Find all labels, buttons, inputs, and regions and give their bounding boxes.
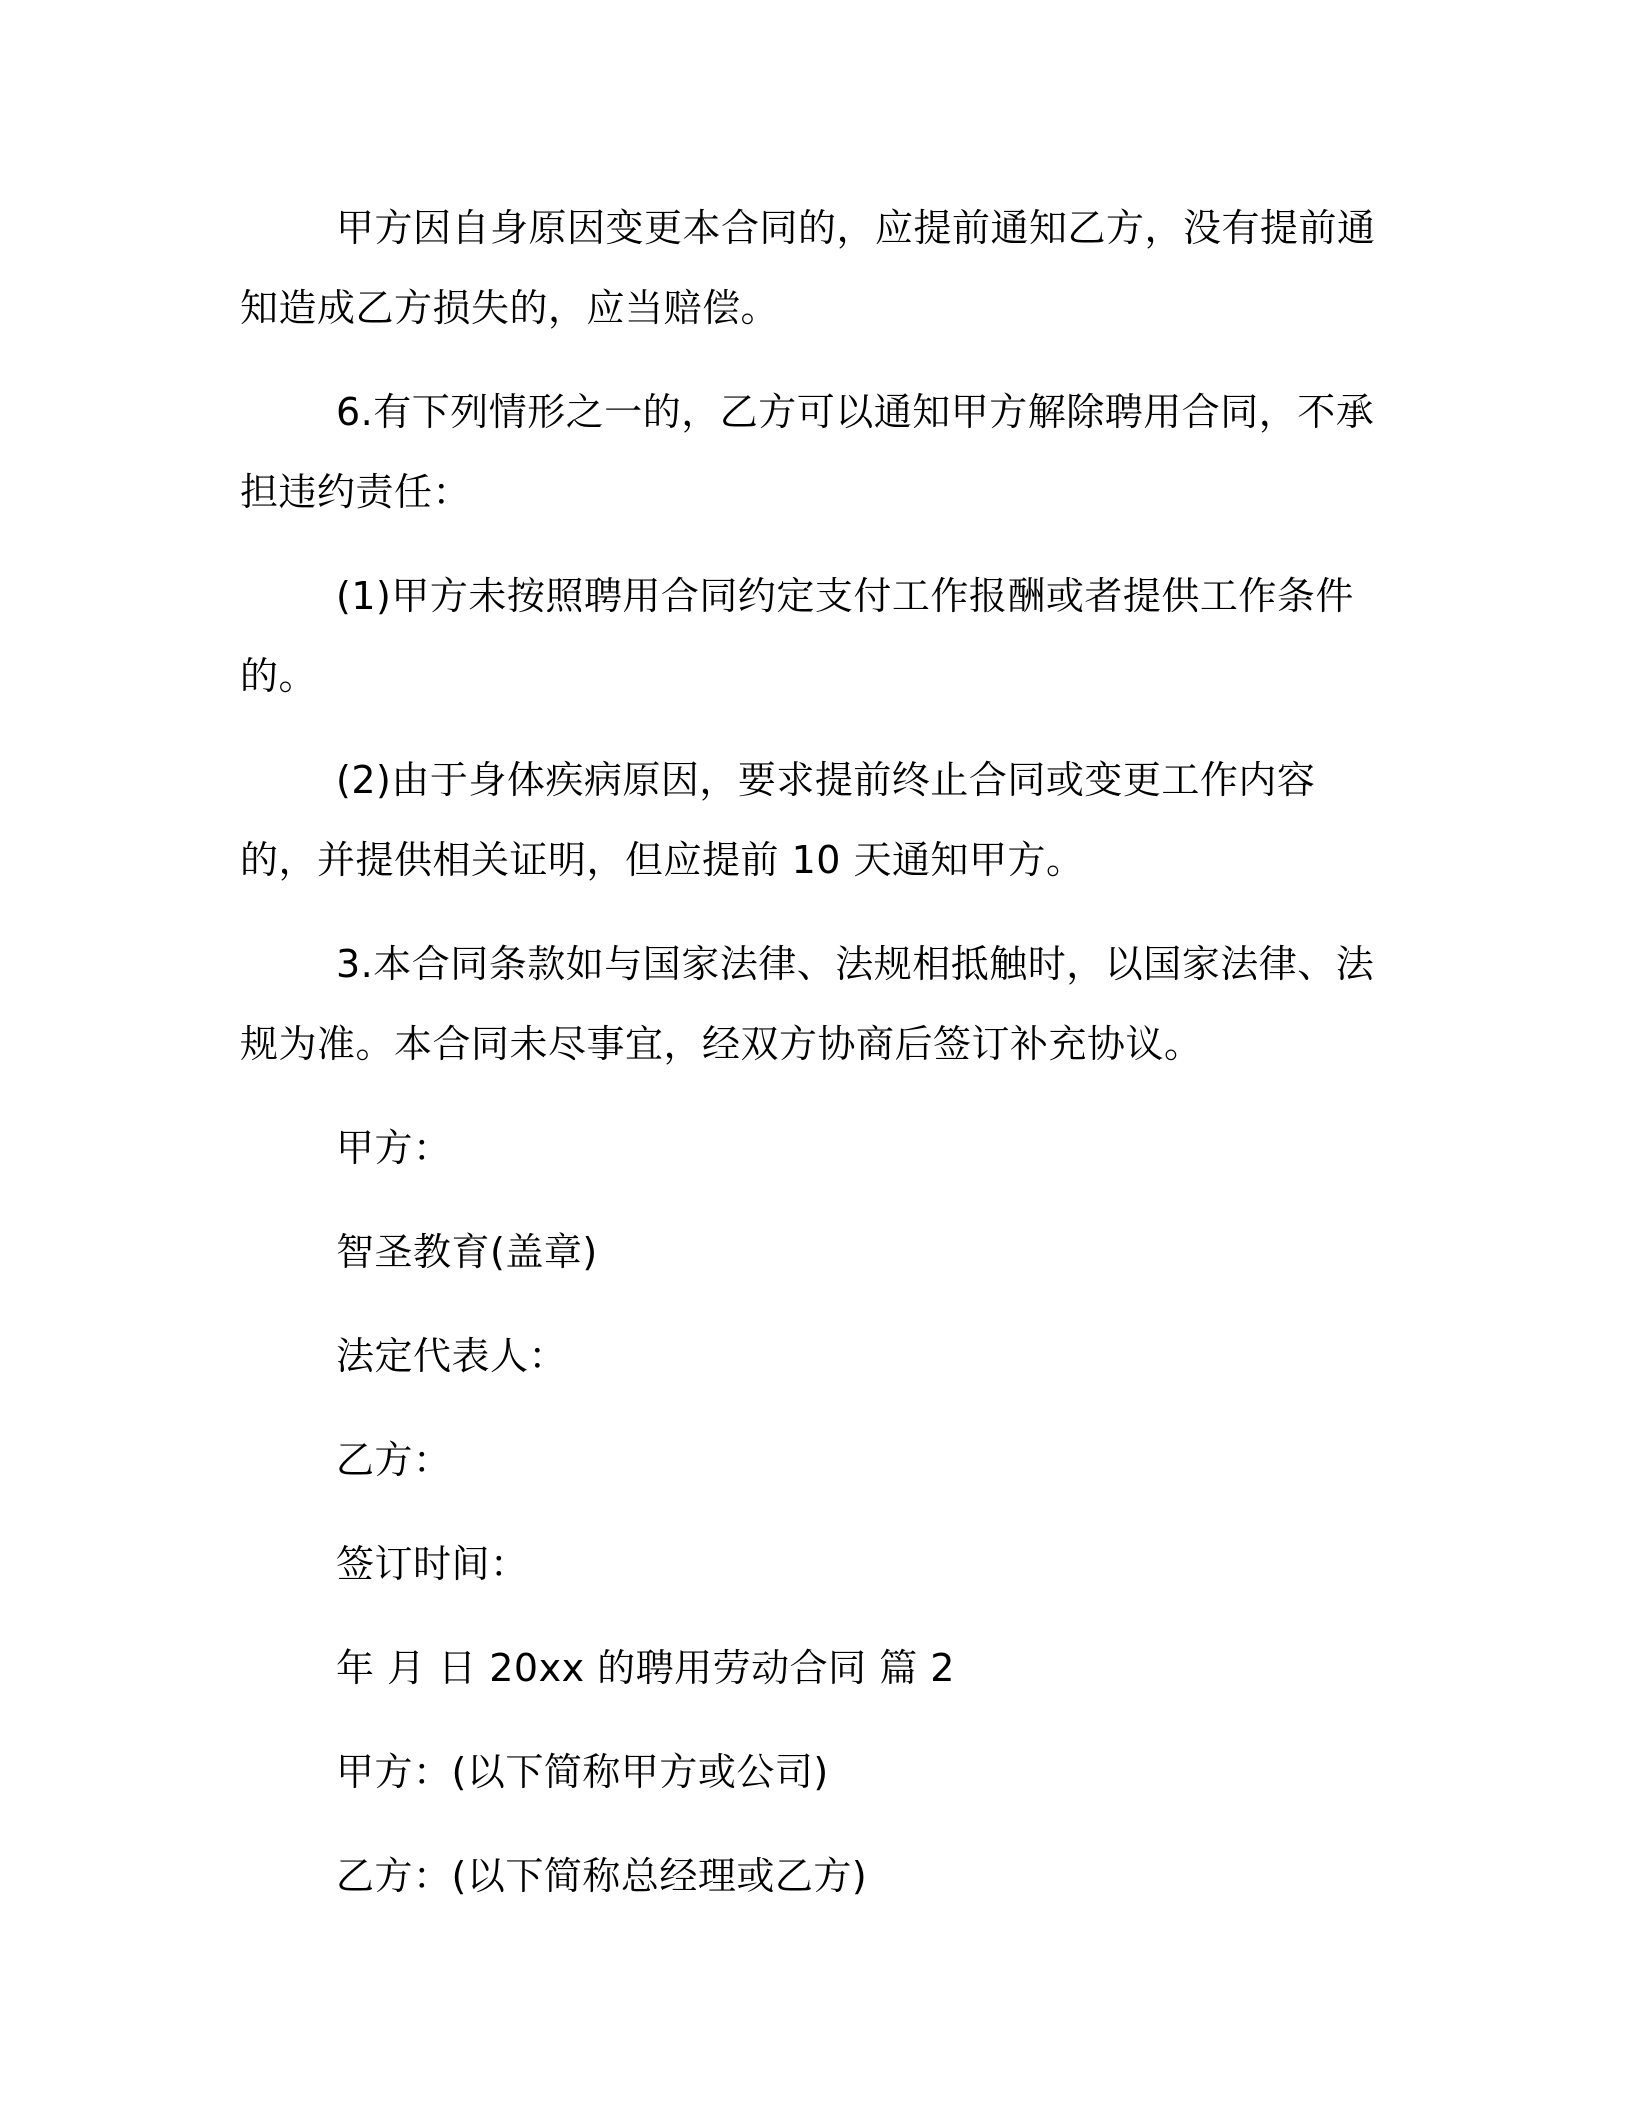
signing-date-label: 签订时间： (336, 1542, 529, 1586)
contract-2-heading: 年 月 日 20xx 的聘用劳动合同 篇 2 (336, 1646, 955, 1690)
party-a-seal: 智圣教育(盖章) (336, 1230, 598, 1274)
contract-2-party-a: 甲方：(以下简称甲方或公司) (336, 1750, 829, 1794)
party-a-label: 甲方： (336, 1126, 452, 1170)
party-b-label: 乙方： (336, 1438, 452, 1482)
paragraph-item-2: (2)由于身体疾病原因，要求提前终止合同或变更工作内容的，并提供相关证明，但应提前 10 天通知甲方。 (240, 758, 1316, 882)
paragraph-change-notice: 甲方因自身原因变更本合同的，应提前通知乙方，没有提前通知造成乙方损失的，应当赔偿。 (240, 206, 1376, 330)
paragraph-item-1: (1)甲方未按照聘用合同约定支付工作报酬或者提供工作条件的。 (240, 574, 1354, 698)
paragraph-clause-6: 6.有下列情形之一的，乙方可以通知甲方解除聘用合同，不承担违约责任： (240, 390, 1375, 514)
document-body (240, 188, 1392, 1940)
contract-2-party-b: 乙方：(以下简称总经理或乙方) (336, 1854, 868, 1898)
legal-representative-label: 法定代表人： (336, 1334, 568, 1378)
paragraph-clause-3: 3.本合同条款如与国家法律、法规相抵触时，以国家法律、法规为准。本合同未尽事宜，经双方协商后签订补充协议。 (240, 942, 1375, 1066)
